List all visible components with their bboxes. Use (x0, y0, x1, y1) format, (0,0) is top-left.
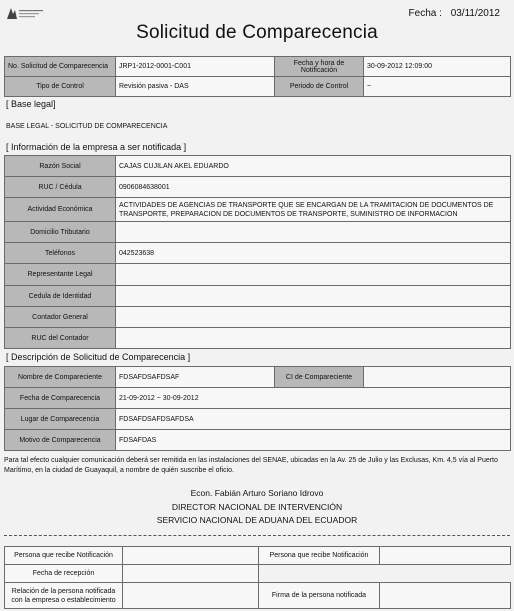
ruc-contador-label: RUC del Contador (5, 328, 116, 349)
relacion-value[interactable] (123, 583, 259, 609)
representante-legal-label: Representante Legal (5, 264, 116, 286)
contador-general-value (116, 307, 511, 328)
motivo-comparecencia-value: FDSAFDAS (116, 430, 511, 451)
date-value: 03/11/2012 (450, 8, 500, 19)
fecha-comparecencia-value: 21-09-2012 ~ 30-09-2012 (116, 388, 511, 409)
page-title: Solicitud de Comparecencia (136, 22, 378, 43)
base-legal-text: BASE LEGAL - SOLICITUD DE COMPARECENCIA (6, 123, 168, 130)
no-solicitud-value: JRP1-2012-0001-C001 (116, 57, 275, 77)
no-solicitud-label: No. Solicitud de Comparecencia (5, 57, 116, 77)
empresa-heading: [ Información de la empresa a ser notificada ] (6, 142, 187, 152)
fecha-recepcion-label: Fecha de recepción (5, 565, 123, 583)
ruc-cedula-value: 0906084638001 (116, 177, 511, 198)
recepcion-table (4, 546, 511, 609)
lugar-comparecencia-value: FDSAFDSAFDSAFDSA (116, 409, 511, 430)
persona-recibe-label-2: Persona que recibe Notificación (259, 547, 380, 565)
razon-social-value: CAJAS CUJILAN AKEL EDUARDO (116, 156, 511, 177)
lugar-comparecencia-label: Lugar de Comparecencia (5, 409, 116, 430)
persona-recibe-label-1: Persona que recibe Notificación (5, 547, 123, 565)
domicilio-tributario-label: Domicilio Tributario (5, 222, 116, 243)
tipo-control-value: Revisión pasiva - DAS (116, 77, 275, 97)
senae-logo (5, 5, 45, 23)
solicitud-info-table (4, 56, 511, 97)
descripcion-table (4, 366, 511, 451)
fecha-recepcion-value[interactable] (123, 565, 259, 583)
nombre-compareciente-label: Nombre de Compareciente (5, 367, 116, 388)
descripcion-heading: [ Descripción de Solicitud de Comparecencia ] (6, 352, 191, 362)
report-date (409, 8, 500, 19)
ruc-contador-value (116, 328, 511, 349)
motivo-comparecencia-label: Motivo de Comparecencia (5, 430, 116, 451)
nombre-compareciente-value: FDSAFDSAFDSAF (116, 367, 275, 388)
signature-position: DIRECTOR NACIONAL DE INTERVENCIÓN (171, 502, 343, 512)
relacion-label: Relación de la persona notificada con la empresa o establecimiento (5, 583, 123, 609)
cedula-identidad-label: Cedula de Identidad (5, 286, 116, 307)
instructions-paragraph: Para tal efecto cualquier comunicación deberá ser remitida en las instalaciones del SENAE, ubicadas en la Av. 25 de Julio y las Exclusas, Km. 4,5 vía al Puerto Marítimo, en la ciudad de Guayaquil, a nombre de quién suscribe el oficio. (4, 457, 498, 474)
persona-recibe-value-2[interactable] (380, 547, 511, 565)
ci-compareciente-value (364, 367, 511, 388)
fecha-comparecencia-label: Fecha de Comparecencia (5, 388, 116, 409)
telefonos-label: Teléfonos (5, 243, 116, 264)
firma-value[interactable] (380, 583, 511, 609)
date-label: Fecha : (408, 8, 442, 19)
firma-label: Firma de la persona notificada (259, 583, 380, 609)
empresa-table (4, 155, 511, 349)
periodo-control-value: ~ (364, 77, 511, 97)
base-legal-heading: [ Base legal] (6, 99, 56, 109)
contador-general-label: Contador General (5, 307, 116, 328)
fecha-notificacion-value: 30-09-2012 12:09:00 (364, 57, 511, 77)
actividad-economica-label: Actividad Económica (5, 198, 116, 222)
domicilio-tributario-value (116, 222, 511, 243)
persona-recibe-value-1[interactable] (123, 547, 259, 565)
actividad-economica-value: ACTIVIDADES DE AGENCIAS DE TRANSPORTE QUE SE ENCARGAN DE LA TRAMITACION DE DOCUMENTOS DE TRANSPORTE, PREPARACION DE DOCUMENTOS DE TRANSPORTE, SUMINISTRO DE INFORMACION (116, 198, 511, 222)
telefonos-value: 042523638 (116, 243, 511, 264)
razon-social-label: Razón Social (5, 156, 116, 177)
signature-institution: SERVICIO NACIONAL DE ADUANA DEL ECUADOR (156, 515, 358, 525)
representante-legal-value (116, 264, 511, 286)
signature-name: Econ. Fabián Arturo Soriano Idrovo (190, 488, 324, 498)
periodo-control-label: Periodo de Control (275, 77, 364, 97)
blank-cell (259, 565, 511, 583)
fecha-notificacion-label: Fecha y hora de Notificación (275, 57, 364, 77)
cut-line (4, 535, 510, 536)
ci-compareciente-label: CI de Compareciente (275, 367, 364, 388)
cedula-identidad-value (116, 286, 511, 307)
ruc-cedula-label: RUC / Cédula (5, 177, 116, 198)
tipo-control-label: Tipo de Control (5, 77, 116, 97)
